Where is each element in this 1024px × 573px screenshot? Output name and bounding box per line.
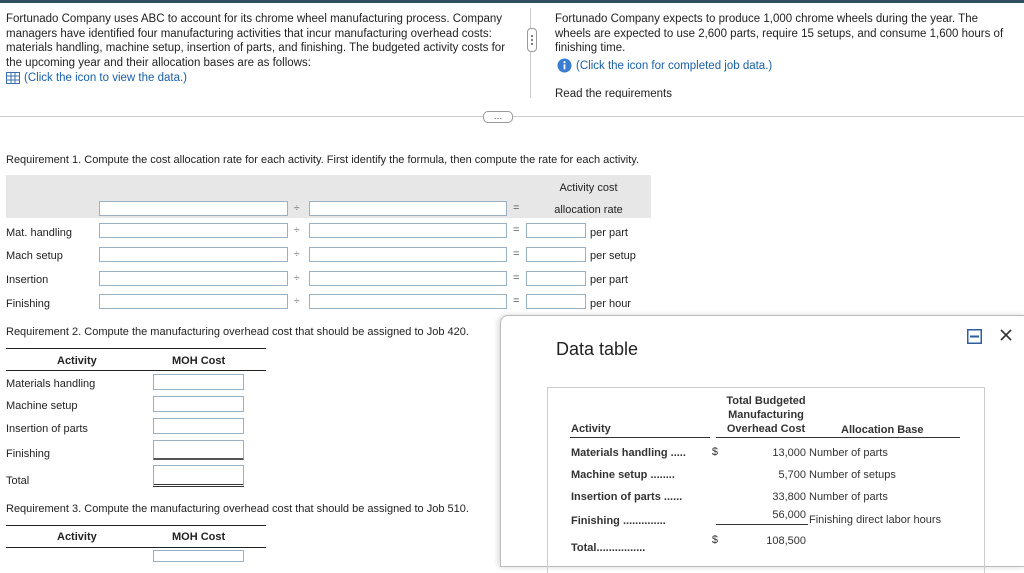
formula-numerator-input[interactable] xyxy=(99,201,288,216)
divide-sign: ÷ xyxy=(294,203,300,214)
moh-total-input[interactable] xyxy=(153,465,244,487)
rate-input[interactable] xyxy=(526,271,586,286)
row-dots: ........ xyxy=(650,469,675,481)
base-input[interactable] xyxy=(309,223,507,238)
req2-row-label: Machine setup xyxy=(6,400,78,412)
req1-header-line1: Activity cost xyxy=(559,182,618,194)
cost-input[interactable] xyxy=(99,294,288,309)
req1-row-label: Mach setup xyxy=(6,250,63,262)
cost-input[interactable] xyxy=(99,223,288,238)
req2-title: Requirement 2. Compute the manufacturing overhead cost that should be assigned to Job 420. xyxy=(6,326,469,338)
total-cost: 108,500 xyxy=(766,535,806,547)
base-input[interactable] xyxy=(309,247,507,262)
data-table xyxy=(547,387,985,573)
req1-row-label: Finishing xyxy=(6,298,51,310)
expand-button[interactable]: … xyxy=(483,111,513,123)
dollar-sign: $ xyxy=(711,534,718,546)
row-dots: ...... xyxy=(663,491,683,503)
req1-row-label: Insertion xyxy=(6,274,49,286)
splitter-handle[interactable] xyxy=(527,28,537,52)
total-dots: ................ xyxy=(596,542,646,554)
req3-title: Requirement 3. Compute the manufacturing overhead cost that should be assigned to Job 510. xyxy=(6,503,469,515)
row-base: Finishing direct labor hours xyxy=(809,514,942,526)
cost-input[interactable] xyxy=(99,247,288,262)
row-activity: Insertion of parts xyxy=(571,491,661,503)
row-cost: 33,800 xyxy=(772,491,806,503)
view-data-link-text[interactable]: (Click the icon to view the data.) xyxy=(24,72,187,84)
table-icon[interactable] xyxy=(6,72,20,84)
header-rule xyxy=(570,437,710,438)
equals-sign: = xyxy=(513,202,520,214)
req3-col-activity: Activity xyxy=(57,531,97,543)
req3-header-top-rule xyxy=(6,525,266,526)
rate-unit: per part xyxy=(590,227,628,239)
row-activity: Finishing xyxy=(571,515,620,527)
row-cost: 56,000 xyxy=(772,509,806,521)
equals-sign: = xyxy=(513,295,520,307)
req2-row-label: Insertion of parts xyxy=(6,423,88,435)
req2-header-bottom-rule xyxy=(6,370,266,371)
row-dots: .............. xyxy=(622,515,666,527)
divide-sign: ÷ xyxy=(294,249,300,260)
rate-input[interactable] xyxy=(526,223,586,238)
row-cost: 13,000 xyxy=(772,447,806,459)
divide-sign: ÷ xyxy=(294,273,300,284)
req2-col-moh: MOH Cost xyxy=(172,355,226,367)
row-base: Number of setups xyxy=(809,469,896,481)
job-data-link-text[interactable]: (Click the icon for completed job data.) xyxy=(576,59,773,72)
formula-denominator-input[interactable] xyxy=(309,201,507,216)
data-table-row xyxy=(571,515,666,527)
view-data-link[interactable] xyxy=(6,72,187,84)
top-bar xyxy=(0,0,1024,3)
moh-input[interactable] xyxy=(153,440,244,460)
data-table-row xyxy=(571,447,686,459)
row-dots: ..... xyxy=(670,447,686,459)
data-table-col-activity: Activity xyxy=(571,423,611,435)
rate-unit: per part xyxy=(590,274,628,286)
req2-header-top-rule xyxy=(6,348,266,349)
rate-unit: per setup xyxy=(590,250,636,262)
minimize-icon[interactable] xyxy=(967,329,982,344)
problem-intro: Fortunado Company uses ABC to account for its chrome wheel manufacturing process. Company managers have identified four manufacturing activities that incur manufacturing overhead costs: materials handling, machine setup, insertion of parts, and finishing. The budgeted activity costs for the upcoming year and their allocation bases are as follows: xyxy=(6,13,506,69)
total-label: Total xyxy=(571,542,597,554)
base-input[interactable] xyxy=(309,271,507,286)
data-table-row xyxy=(571,491,682,503)
equals-sign: = xyxy=(513,272,520,284)
col-cost-line3: Overhead Cost xyxy=(726,423,806,435)
req2-row-label: Materials handling xyxy=(6,378,96,390)
cost-input[interactable] xyxy=(99,271,288,286)
col-cost-line2: Manufacturing xyxy=(728,409,804,421)
equals-sign: = xyxy=(513,224,520,236)
row-base: Number of parts xyxy=(809,447,888,459)
req1-row-label: Mat. handling xyxy=(6,227,73,239)
data-table-total xyxy=(571,542,645,554)
req2-row-label: Finishing xyxy=(6,448,51,460)
rate-input[interactable] xyxy=(526,247,586,262)
divide-sign: ÷ xyxy=(294,225,300,236)
close-icon[interactable] xyxy=(999,328,1013,342)
req3-col-moh: MOH Cost xyxy=(172,531,226,543)
row-cost: 5,700 xyxy=(778,469,806,481)
header-rule xyxy=(816,437,960,438)
col-cost-line1: Total Budgeted xyxy=(726,395,806,407)
data-table-row xyxy=(571,469,675,481)
req1-header-line2: allocation rate xyxy=(554,204,623,216)
moh-input[interactable] xyxy=(153,374,244,390)
moh-input[interactable] xyxy=(153,550,244,562)
base-input[interactable] xyxy=(309,294,507,309)
equals-sign: = xyxy=(513,248,520,260)
moh-input[interactable] xyxy=(153,418,244,434)
panel-divider xyxy=(530,8,531,98)
moh-input[interactable] xyxy=(153,396,244,412)
req1-title: Requirement 1. Compute the cost allocation rate for each activity. First identify the formula, then compute the rate for each activity. xyxy=(6,154,640,166)
rate-input[interactable] xyxy=(526,294,586,309)
req2-total-label: Total xyxy=(6,475,30,487)
data-table-title: Data table xyxy=(556,339,639,359)
info-icon[interactable] xyxy=(557,58,572,73)
subtotal-rule xyxy=(716,524,808,525)
data-table-col-cost xyxy=(716,394,816,436)
row-activity: Materials handling xyxy=(571,447,668,459)
row-base: Number of parts xyxy=(809,491,888,503)
divide-sign: ÷ xyxy=(294,296,300,307)
rate-unit: per hour xyxy=(590,298,631,310)
job-data-link[interactable] xyxy=(557,58,772,73)
data-table-col-base: Allocation Base xyxy=(841,424,924,436)
dollar-sign: $ xyxy=(711,446,718,458)
header-rule xyxy=(716,437,816,438)
requirements-link[interactable] xyxy=(555,88,695,98)
row-activity: Machine setup xyxy=(571,469,648,481)
data-table-dialog xyxy=(500,315,1024,567)
job-intro: Fortunado Company expects to produce 1,000 chrome wheels during the year. The wheels are expected to use 2,600 parts, require 15 setups, and consume 1,600 hours of finishing time. xyxy=(555,13,1004,54)
req3-header-bottom-rule xyxy=(6,547,266,548)
req2-col-activity: Activity xyxy=(57,355,97,367)
requirements-link-text[interactable]: Read the requirements xyxy=(555,88,672,98)
